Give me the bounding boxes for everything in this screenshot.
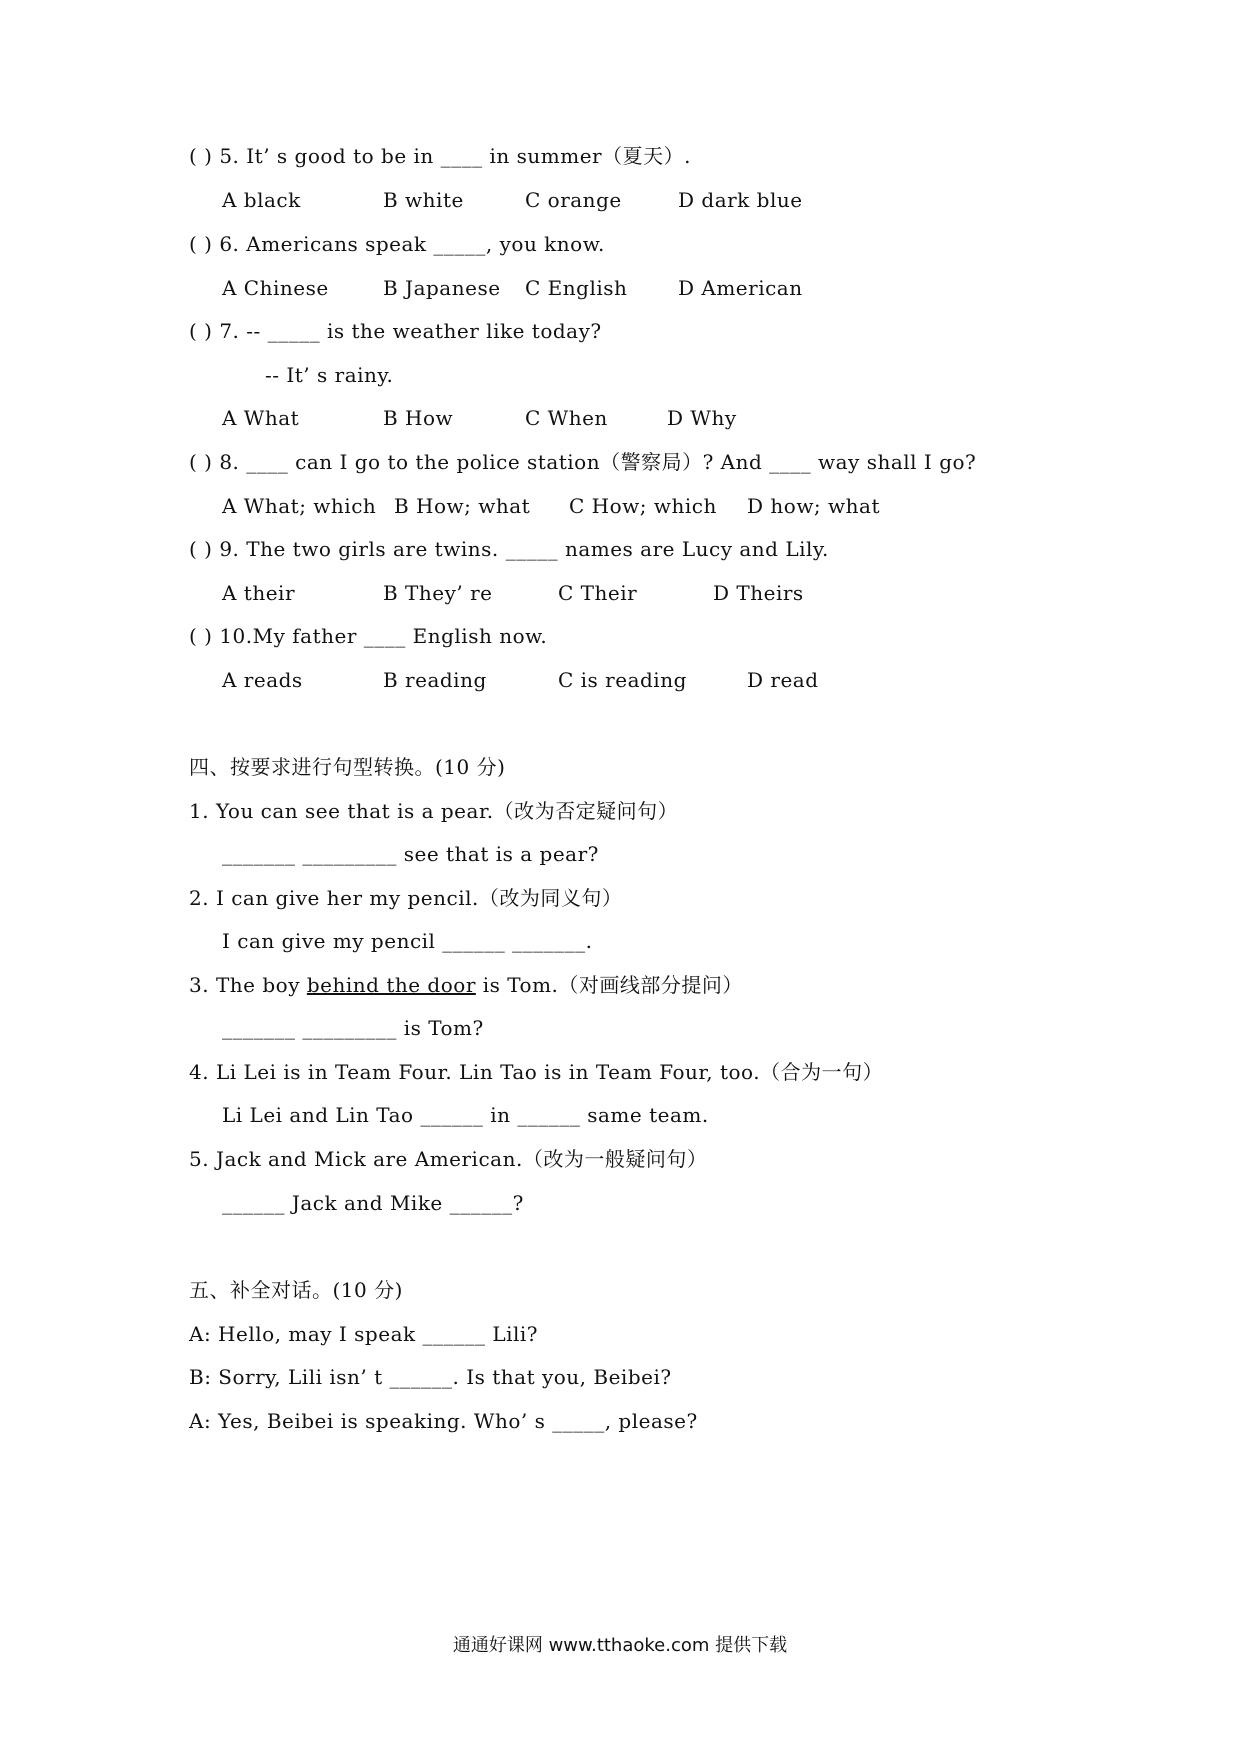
option-b: B white: [383, 188, 464, 212]
option-d: D how; what: [747, 494, 880, 518]
option-d: D read: [747, 668, 819, 692]
question-10-options: [222, 666, 1122, 694]
rewrite-item-5: 5. Jack and Mick are American.（改为一般疑问句）: [189, 1147, 708, 1171]
rewrite-answer-1: _______ _________ see that is a pear?: [222, 842, 599, 866]
rewrite-item-3-instruction: is Tom.（对画线部分提问）: [475, 973, 743, 997]
option-b: B How; what: [394, 494, 531, 518]
rewrite-item-2: 2. I can give her my pencil.（改为同义句）: [189, 886, 623, 910]
option-b: B reading: [383, 668, 487, 692]
option-a: A reads: [222, 668, 303, 692]
option-a: A What; which: [222, 494, 377, 518]
option-d: D American: [678, 276, 803, 300]
rewrite-answer-5: ______ Jack and Mike ______?: [222, 1191, 524, 1215]
option-c: C orange: [525, 188, 622, 212]
question-7-options: [222, 404, 1122, 432]
option-a: A Chinese: [222, 276, 329, 300]
option-a: A What: [222, 406, 300, 430]
dialogue-line-3: A: Yes, Beibei is speaking. Who’ s _____, please?: [189, 1409, 698, 1433]
rewrite-answer-4: Li Lei and Lin Tao ______ in ______ same team.: [222, 1103, 709, 1127]
question-5: ( ) 5. It’ s good to be in ____ in summer（夏天）.: [189, 144, 691, 168]
option-d: D Why: [667, 406, 737, 430]
question-9: ( ) 9. The two girls are twins. _____ names are Lucy and Lily.: [189, 537, 829, 561]
option-d: D dark blue: [678, 188, 803, 212]
rewrite-item-1: 1. You can see that is a pear.（改为否定疑问句）: [189, 799, 679, 823]
rewrite-item-4: 4. Li Lei is in Team Four. Lin Tao is in Team Four, too.（合为一句）: [189, 1060, 884, 1084]
option-b: B They’ re: [383, 581, 493, 605]
question-5-options: [222, 186, 1122, 214]
option-a: A black: [222, 188, 301, 212]
rewrite-item-3: [189, 971, 1140, 999]
question-6: ( ) 6. Americans speak _____, you know.: [189, 232, 605, 256]
section-5-title: 五、补全对话。(10 分): [189, 1278, 403, 1302]
option-a: A their: [222, 581, 296, 605]
question-7: ( ) 7. -- _____ is the weather like today?: [189, 319, 602, 343]
rewrite-item-3-text: 3. The boy: [189, 973, 307, 997]
section-4-title: 四、按要求进行句型转换。(10 分): [189, 755, 506, 779]
option-c: C How; which: [569, 494, 717, 518]
question-10: ( ) 10.My father ____ English now.: [189, 624, 548, 648]
option-c: C Their: [558, 581, 638, 605]
page-footer: 通通好课网 www.tthaoke.com 提供下载: [452, 1635, 788, 1656]
question-9-options: [222, 579, 1122, 607]
underlined-phrase: behind the door: [306, 973, 476, 997]
option-d: D Theirs: [713, 581, 804, 605]
option-c: C When: [525, 406, 608, 430]
question-8: ( ) 8. ____ can I go to the police station（警察局）? And ____ way shall I go?: [189, 450, 977, 474]
rewrite-answer-2: I can give my pencil ______ _______.: [222, 929, 593, 953]
option-b: B Japanese: [383, 276, 501, 300]
question-6-options: [222, 274, 1122, 302]
dialogue-line-1: A: Hello, may I speak ______ Lili?: [189, 1322, 539, 1346]
question-7-answer-line: -- It’ s rainy.: [265, 363, 394, 387]
rewrite-answer-3: _______ _________ is Tom?: [222, 1016, 484, 1040]
dialogue-line-2: B: Sorry, Lili isn’ t ______. Is that you, Beibei?: [189, 1365, 672, 1389]
option-b: B How: [383, 406, 454, 430]
option-c: C is reading: [558, 668, 687, 692]
question-8-options: [222, 492, 1122, 520]
option-c: C English: [525, 276, 628, 300]
